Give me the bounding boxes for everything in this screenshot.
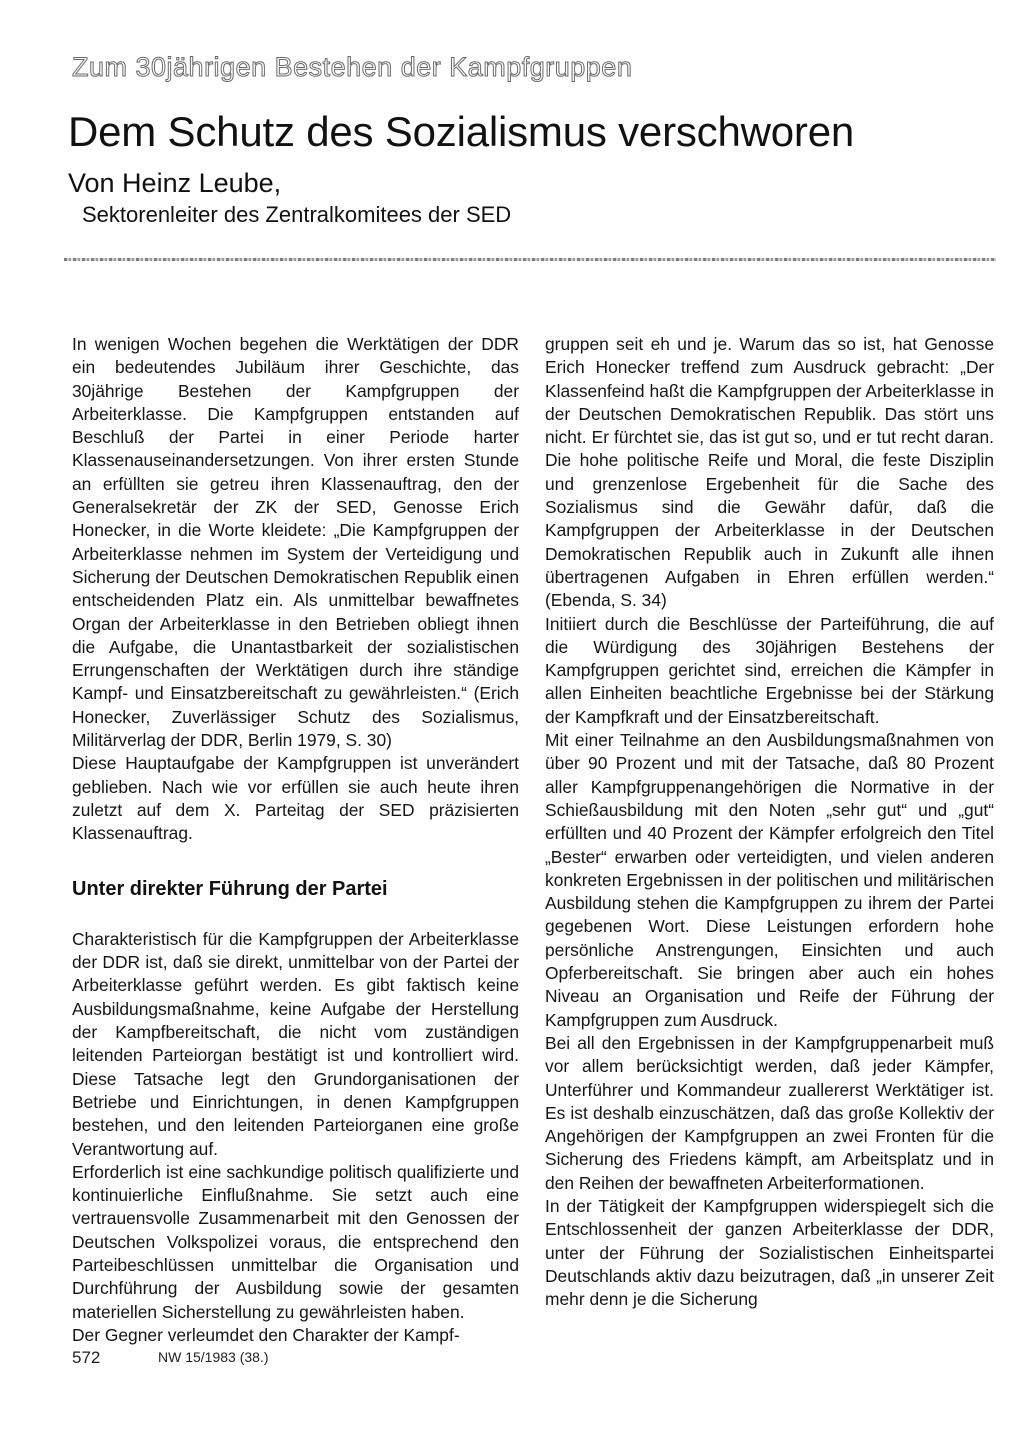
- paragraph: Charakteristisch für die Kampfgruppen der Arbeiterklasse der DDR ist, daß sie direkt, unmittelbar von der Partei der Arbeiterklasse geführt werden. Es gibt faktisch keine Ausbildungsmaßnahme, keine Aufgabe der Herstellung der Kampfbereitschaft, die nicht vom zuständigen leitenden Parteiorgan bestätigt ist und kontrolliert wird. Diese Tatsache legt den Grundorganisationen der Betriebe und Einrichtungen, in denen Kampfgruppen bestehen, und den leitenden Parteiorganen eine große Verantwortung auf.: [72, 928, 519, 1159]
- left-column: [72, 333, 519, 1347]
- paragraph: Diese Hauptaufgabe der Kampfgruppen ist unverändert geblieben. Nach wie vor erfüllen sie auch heute ihren zuletzt auf dem X. Parteitag der SED präzisierten Klassenauftrag.: [72, 753, 519, 844]
- page-number: 572: [72, 1348, 101, 1367]
- paragraph: Bei all den Ergebnissen in der Kampfgruppenarbeit muß vor allem berücksichtigt werden, daß jeder Kämpfer, Unterführer und Kommandeur zuallererst Werktätiger ist. Es ist deshalb einzuschätzen, daß das große Kollektiv der Angehörigen der Kampfgruppen an zwei Fronten für die Sicherung des Friedens kämpft, am Arbeitsplatz und in den Reihen der bewaffneten Arbeiterformationen.: [545, 1032, 994, 1193]
- paragraph: Mit einer Teilnahme an den Ausbildungsmaßnahmen von über 90 Prozent und mit der Tatsache, daß 80 Prozent aller Kampfgruppenangehörigen die Normative in der Schießausbildung mit den Noten „sehr gut“ und „gut“ erfüllten und 40 Prozent der Kämpfer erfolgreich den Titel „Bester“ erwarben oder verteidigten, und vielen anderen konkreten Ergebnissen in der politischen und militärischen Ausbildung stehen die Kampfgruppen zu ihrem der Partei gegebenen Wort. Diese Leistungen erfordern hohe persönliche Anstrengungen, Einsichten und auch Opferbereitschaft. Sie bringen aber auch ein hohes Niveau an Organisation und Reife der Führung der Kampfgruppen zum Ausdruck.: [545, 730, 994, 1030]
- header-divider: [64, 258, 996, 261]
- paragraph: Erforderlich ist eine sachkundige politisch qualifizierte und kontinuierliche Einflußnahme. Sie setzt auch eine vertrauensvolle Zusammenarbeit mit den Genossen der Deutschen Volkspolizei voraus, die entsprechend den Parteibeschlüssen unmittelbar die Organisation und Durchführung der Ausbildung sowie der gesamten materiellen Sicherstellung zu gewährleisten haben.: [72, 1161, 519, 1322]
- paragraph: In der Tätigkeit der Kampfgruppen widerspiegelt sich die Entschlossenheit der ganzen Arbeiterklasse der DDR, unter der Führung der Sozialistischen Einheitspartei Deutschlands aktiv dazu beizutragen, daß „in unserer Zeit mehr denn je die Sicherung: [545, 1195, 994, 1310]
- paragraph: Initiiert durch die Beschlüsse der Parteiführung, die auf die Würdigung des 30jährigen Bestehens der Kampfgruppen gerichtet sind, erreichen die Kämpfer in allen Einheiten beachtliche Ergebnisse bei der Stärkung der Kampfkraft und der Einsatzbereitschaft.: [545, 613, 994, 727]
- paragraph: In wenigen Wochen begehen die Werktätigen der DDR ein bedeutendes Jubiläum ihrer Geschichte, das 30jährige Bestehen der Kampfgruppen der Arbeiterklasse. Die Kampfgruppen entstanden auf Beschluß der Partei in einer Periode harter Klassenauseinandersetzungen. Von ihrer ersten Stunde an erfüllten sie getreu ihren Klassenauftrag, den der Generalsekretär der ZK der SED, Genosse Erich Honecker, in die Worte kleidete: „Die Kampfgruppen der Arbeiterklasse nehmen im System der Verteidigung und Sicherung der Deutschen Demokratischen Republik einen entscheidenden Platz ein. Als unmittelbar bewaffnetes Organ der Arbeiterklasse in den Betrieben obliegt ihnen die Aufgabe, die Unantastbarkeit der sozialistischen Errungenschaften der Werktätigen durch ihre ständige Kampf- und Einsatzbereitschaft zu gewährleisten.“ (Erich Honecker, Zuverlässiger Schutz des Sozialismus, Militärverlag der DDR, Berlin 1979, S. 30): [72, 334, 519, 751]
- section-heading: Unter direkter Führung der Partei: [72, 877, 388, 900]
- article-title: Dem Schutz des Sozialismus verschworen: [68, 108, 855, 155]
- paragraph: Der Gegner verleumdet den Charakter der Kampf-: [72, 1324, 460, 1345]
- source-reference: NW 15/1983 (38.): [158, 1349, 269, 1365]
- kicker-line: Zum 30jährigen Bestehen der Kampfgruppen: [72, 52, 633, 82]
- author-byline: Von Heinz Leube,: [68, 168, 282, 198]
- right-column: [545, 333, 994, 1311]
- paragraph: gruppen seit eh und je. Warum das so ist, hat Genosse Erich Honecker treffend zum Ausdruck gebracht: „Der Klassenfeind haßt die Kampfgruppen der Arbeiterklasse in der Deutschen Demokratischen Republik. Das stört uns nicht. Er fürchtet sie, das ist gut so, und er tut recht daran. Die hohe politische Reife und Moral, die feste Disziplin und grenzenlose Ergebenheit für die Sache des Sozialismus sind die Gewähr dafür, daß die Kampfgruppen der Arbeiterklasse in der Deutschen Demokratischen Republik auch in Zukunft alle ihnen übertragenen Aufgaben in Ehren erfüllen werden.“ (Ebenda, S. 34): [545, 334, 994, 611]
- author-role: Sektorenleiter des Zentralkomitees der SED: [82, 202, 512, 227]
